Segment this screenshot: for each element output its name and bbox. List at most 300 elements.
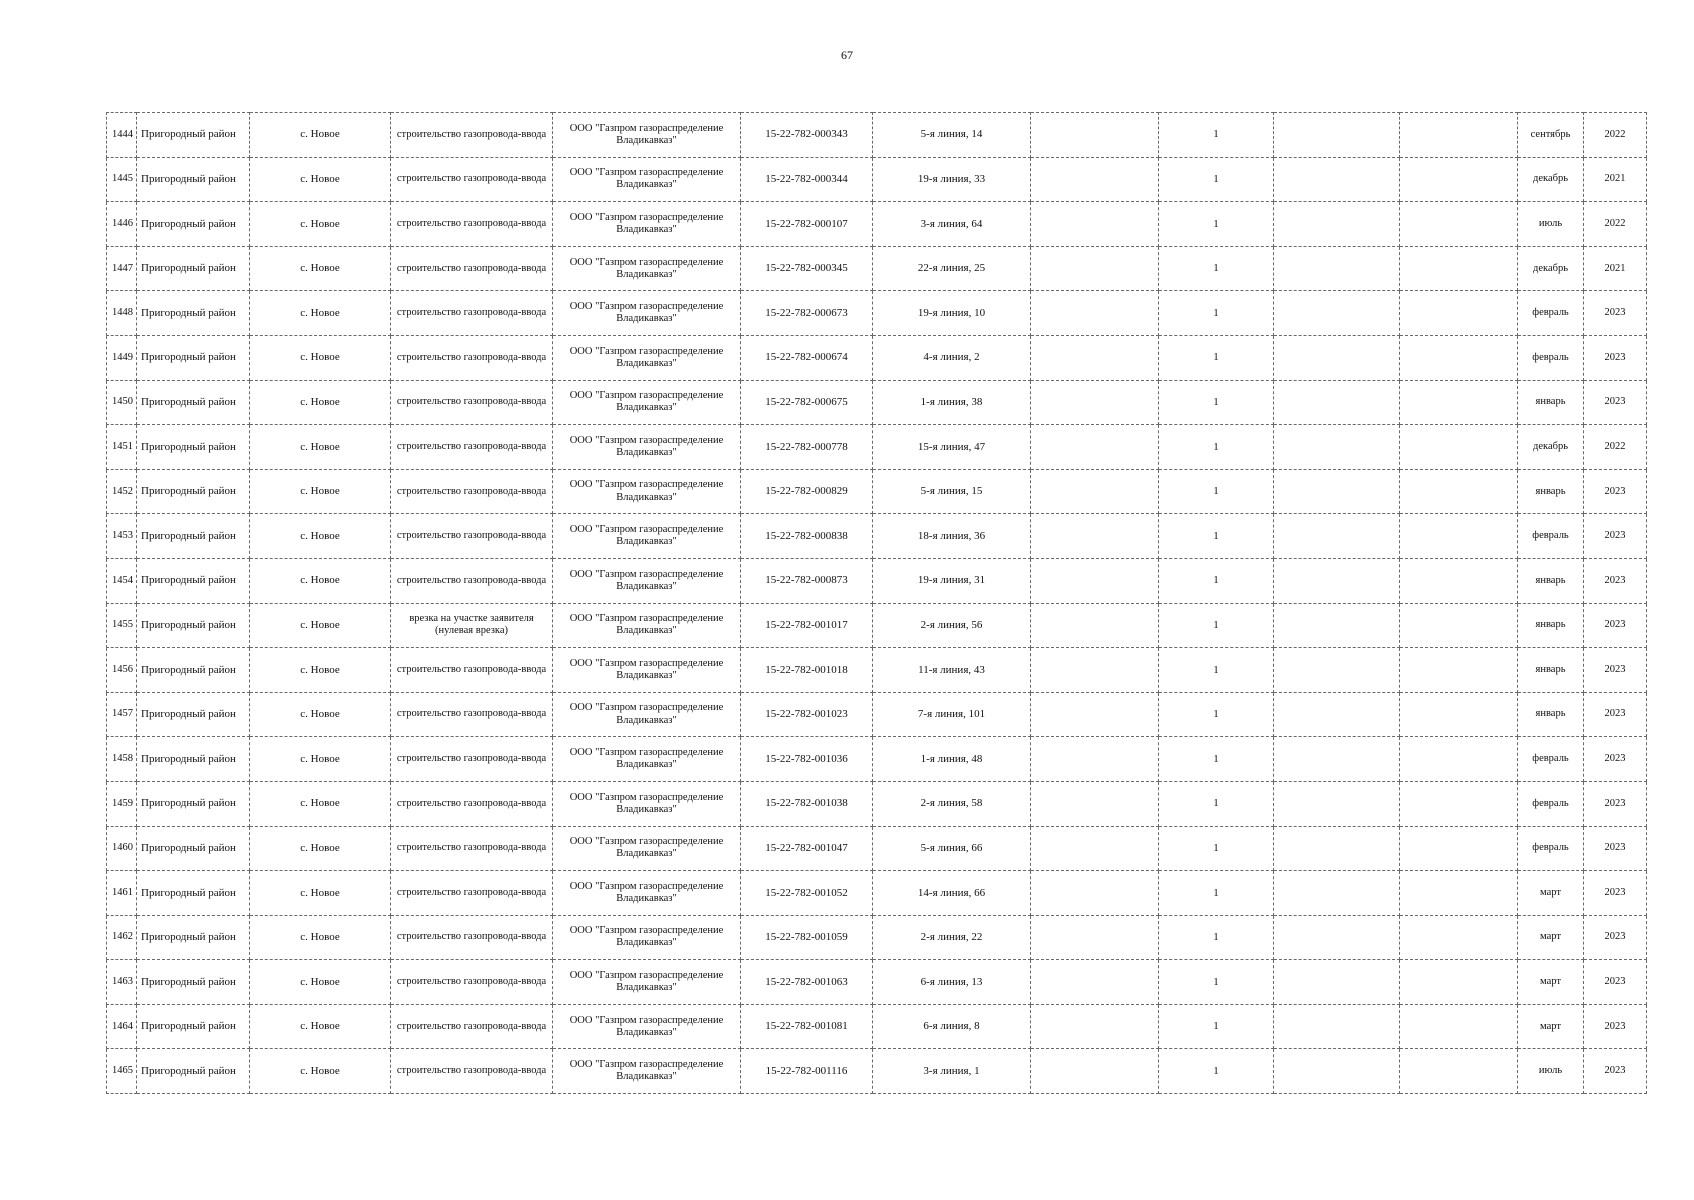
gas-connection-register-table (106, 112, 1647, 1094)
row-number: 1463 (107, 960, 137, 1005)
empty-cell (1031, 960, 1159, 1005)
row-number: 1465 (107, 1049, 137, 1094)
organization-cell: ООО "Газпром газораспределение Владикавказ" (553, 246, 741, 291)
quantity-cell: 1 (1159, 558, 1274, 603)
empty-cell (1031, 826, 1159, 871)
month-cell: февраль (1518, 826, 1584, 871)
empty-cell (1400, 202, 1518, 247)
month-cell: январь (1518, 648, 1584, 693)
year-cell: 2023 (1584, 1004, 1647, 1049)
work-type-cell: строительство газопровода-ввода (391, 514, 553, 559)
month-cell: февраль (1518, 335, 1584, 380)
empty-cell (1274, 1004, 1400, 1049)
empty-cell (1400, 737, 1518, 782)
quantity-cell: 1 (1159, 648, 1274, 693)
table-row (107, 603, 1647, 648)
settlement-cell: с. Новое (250, 425, 391, 470)
empty-cell (1400, 514, 1518, 559)
address-cell: 22-я линия, 25 (873, 246, 1031, 291)
year-cell: 2023 (1584, 692, 1647, 737)
month-cell: январь (1518, 469, 1584, 514)
work-type-cell: строительство газопровода-ввода (391, 826, 553, 871)
organization-cell: ООО "Газпром газораспределение Владикавказ" (553, 915, 741, 960)
address-cell: 2-я линия, 58 (873, 781, 1031, 826)
empty-cell (1274, 514, 1400, 559)
work-type-cell: строительство газопровода-ввода (391, 1049, 553, 1094)
empty-cell (1031, 291, 1159, 336)
table-row (107, 335, 1647, 380)
district-cell: Пригородный район (137, 737, 250, 782)
month-cell: июль (1518, 1049, 1584, 1094)
month-cell: март (1518, 915, 1584, 960)
empty-cell (1031, 603, 1159, 648)
address-cell: 5-я линия, 15 (873, 469, 1031, 514)
district-cell: Пригородный район (137, 291, 250, 336)
month-cell: декабрь (1518, 425, 1584, 470)
work-type-cell: строительство газопровода-ввода (391, 558, 553, 603)
table-body (107, 113, 1647, 1094)
row-number: 1459 (107, 781, 137, 826)
settlement-cell: с. Новое (250, 737, 391, 782)
settlement-cell: с. Новое (250, 1049, 391, 1094)
year-cell: 2023 (1584, 781, 1647, 826)
district-cell: Пригородный район (137, 157, 250, 202)
empty-cell (1274, 558, 1400, 603)
organization-cell: ООО "Газпром газораспределение Владикавказ" (553, 380, 741, 425)
empty-cell (1274, 603, 1400, 648)
empty-cell (1274, 246, 1400, 291)
work-type-cell: строительство газопровода-ввода (391, 648, 553, 693)
empty-cell (1400, 157, 1518, 202)
row-number: 1461 (107, 871, 137, 916)
organization-cell: ООО "Газпром газораспределение Владикавказ" (553, 425, 741, 470)
address-cell: 5-я линия, 66 (873, 826, 1031, 871)
empty-cell (1031, 380, 1159, 425)
quantity-cell: 1 (1159, 1004, 1274, 1049)
empty-cell (1274, 202, 1400, 247)
month-cell: февраль (1518, 514, 1584, 559)
year-cell: 2023 (1584, 291, 1647, 336)
table-row (107, 202, 1647, 247)
application-code-cell: 15-22-782-001059 (741, 915, 873, 960)
empty-cell (1400, 1049, 1518, 1094)
month-cell: январь (1518, 603, 1584, 648)
settlement-cell: с. Новое (250, 335, 391, 380)
empty-cell (1031, 1004, 1159, 1049)
empty-cell (1031, 469, 1159, 514)
application-code-cell: 15-22-782-001023 (741, 692, 873, 737)
year-cell: 2023 (1584, 469, 1647, 514)
table-row (107, 246, 1647, 291)
quantity-cell: 1 (1159, 737, 1274, 782)
empty-cell (1274, 826, 1400, 871)
empty-cell (1274, 291, 1400, 336)
row-number: 1448 (107, 291, 137, 336)
settlement-cell: с. Новое (250, 157, 391, 202)
district-cell: Пригородный район (137, 826, 250, 871)
work-type-cell: строительство газопровода-ввода (391, 380, 553, 425)
empty-cell (1400, 915, 1518, 960)
month-cell: февраль (1518, 291, 1584, 336)
table-row (107, 871, 1647, 916)
year-cell: 2023 (1584, 335, 1647, 380)
quantity-cell: 1 (1159, 113, 1274, 158)
district-cell: Пригородный район (137, 514, 250, 559)
work-type-cell: строительство газопровода-ввода (391, 469, 553, 514)
empty-cell (1400, 826, 1518, 871)
organization-cell: ООО "Газпром газораспределение Владикавказ" (553, 871, 741, 916)
table-row (107, 1004, 1647, 1049)
district-cell: Пригородный район (137, 113, 250, 158)
address-cell: 19-я линия, 10 (873, 291, 1031, 336)
quantity-cell: 1 (1159, 380, 1274, 425)
settlement-cell: с. Новое (250, 603, 391, 648)
settlement-cell: с. Новое (250, 648, 391, 693)
year-cell: 2023 (1584, 380, 1647, 425)
address-cell: 1-я линия, 38 (873, 380, 1031, 425)
work-type-cell: строительство газопровода-ввода (391, 157, 553, 202)
table-row (107, 425, 1647, 470)
address-cell: 14-я линия, 66 (873, 871, 1031, 916)
application-code-cell: 15-22-782-000107 (741, 202, 873, 247)
month-cell: март (1518, 871, 1584, 916)
organization-cell: ООО "Газпром газораспределение Владикавказ" (553, 335, 741, 380)
application-code-cell: 15-22-782-000829 (741, 469, 873, 514)
table-row (107, 648, 1647, 693)
address-cell: 19-я линия, 33 (873, 157, 1031, 202)
empty-cell (1031, 425, 1159, 470)
work-type-cell: строительство газопровода-ввода (391, 737, 553, 782)
application-code-cell: 15-22-782-001063 (741, 960, 873, 1005)
row-number: 1460 (107, 826, 137, 871)
table-row (107, 469, 1647, 514)
row-number: 1449 (107, 335, 137, 380)
work-type-cell: строительство газопровода-ввода (391, 692, 553, 737)
table-row (107, 514, 1647, 559)
address-cell: 2-я линия, 56 (873, 603, 1031, 648)
settlement-cell: с. Новое (250, 871, 391, 916)
application-code-cell: 15-22-782-000673 (741, 291, 873, 336)
month-cell: июль (1518, 202, 1584, 247)
district-cell: Пригородный район (137, 692, 250, 737)
organization-cell: ООО "Газпром газораспределение Владикавказ" (553, 1004, 741, 1049)
empty-cell (1031, 202, 1159, 247)
district-cell: Пригородный район (137, 558, 250, 603)
empty-cell (1031, 871, 1159, 916)
empty-cell (1274, 915, 1400, 960)
year-cell: 2022 (1584, 113, 1647, 158)
month-cell: январь (1518, 558, 1584, 603)
empty-cell (1400, 113, 1518, 158)
empty-cell (1031, 692, 1159, 737)
empty-cell (1400, 603, 1518, 648)
empty-cell (1031, 558, 1159, 603)
empty-cell (1274, 113, 1400, 158)
empty-cell (1274, 781, 1400, 826)
district-cell: Пригородный район (137, 1049, 250, 1094)
table-row (107, 113, 1647, 158)
organization-cell: ООО "Газпром газораспределение Владикавказ" (553, 558, 741, 603)
year-cell: 2023 (1584, 648, 1647, 693)
empty-cell (1400, 291, 1518, 336)
settlement-cell: с. Новое (250, 915, 391, 960)
year-cell: 2023 (1584, 603, 1647, 648)
year-cell: 2023 (1584, 826, 1647, 871)
organization-cell: ООО "Газпром газораспределение Владикавказ" (553, 514, 741, 559)
table-row (107, 1049, 1647, 1094)
organization-cell: ООО "Газпром газораспределение Владикавказ" (553, 603, 741, 648)
year-cell: 2023 (1584, 514, 1647, 559)
work-type-cell: строительство газопровода-ввода (391, 246, 553, 291)
empty-cell (1031, 246, 1159, 291)
organization-cell: ООО "Газпром газораспределение Владикавказ" (553, 202, 741, 247)
organization-cell: ООО "Газпром газораспределение Владикавказ" (553, 692, 741, 737)
quantity-cell: 1 (1159, 157, 1274, 202)
application-code-cell: 15-22-782-001047 (741, 826, 873, 871)
empty-cell (1274, 1049, 1400, 1094)
empty-cell (1031, 113, 1159, 158)
empty-cell (1400, 425, 1518, 470)
settlement-cell: с. Новое (250, 960, 391, 1005)
page-number: 67 (841, 48, 853, 62)
row-number: 1451 (107, 425, 137, 470)
organization-cell: ООО "Газпром газораспределение Владикавказ" (553, 960, 741, 1005)
settlement-cell: с. Новое (250, 291, 391, 336)
address-cell: 5-я линия, 14 (873, 113, 1031, 158)
row-number: 1464 (107, 1004, 137, 1049)
settlement-cell: с. Новое (250, 1004, 391, 1049)
organization-cell: ООО "Газпром газораспределение Владикавказ" (553, 737, 741, 782)
application-code-cell: 15-22-782-001116 (741, 1049, 873, 1094)
application-code-cell: 15-22-782-001038 (741, 781, 873, 826)
year-cell: 2023 (1584, 737, 1647, 782)
district-cell: Пригородный район (137, 469, 250, 514)
month-cell: февраль (1518, 737, 1584, 782)
empty-cell (1031, 514, 1159, 559)
month-cell: январь (1518, 692, 1584, 737)
row-number: 1456 (107, 648, 137, 693)
district-cell: Пригородный район (137, 915, 250, 960)
district-cell: Пригородный район (137, 246, 250, 291)
application-code-cell: 15-22-782-000674 (741, 335, 873, 380)
quantity-cell: 1 (1159, 826, 1274, 871)
work-type-cell: строительство газопровода-ввода (391, 871, 553, 916)
application-code-cell: 15-22-782-000675 (741, 380, 873, 425)
empty-cell (1031, 648, 1159, 693)
empty-cell (1274, 871, 1400, 916)
address-cell: 1-я линия, 48 (873, 737, 1031, 782)
organization-cell: ООО "Газпром газораспределение Владикавказ" (553, 826, 741, 871)
year-cell: 2021 (1584, 246, 1647, 291)
address-cell: 18-я линия, 36 (873, 514, 1031, 559)
empty-cell (1274, 425, 1400, 470)
application-code-cell: 15-22-782-000343 (741, 113, 873, 158)
row-number: 1462 (107, 915, 137, 960)
settlement-cell: с. Новое (250, 113, 391, 158)
empty-cell (1274, 737, 1400, 782)
table-row (107, 781, 1647, 826)
organization-cell: ООО "Газпром газораспределение Владикавказ" (553, 1049, 741, 1094)
work-type-cell: строительство газопровода-ввода (391, 781, 553, 826)
table-row (107, 558, 1647, 603)
quantity-cell: 1 (1159, 246, 1274, 291)
address-cell: 6-я линия, 13 (873, 960, 1031, 1005)
address-cell: 2-я линия, 22 (873, 915, 1031, 960)
year-cell: 2023 (1584, 915, 1647, 960)
empty-cell (1400, 648, 1518, 693)
address-cell: 4-я линия, 2 (873, 335, 1031, 380)
empty-cell (1274, 380, 1400, 425)
table-row (107, 291, 1647, 336)
quantity-cell: 1 (1159, 1049, 1274, 1094)
month-cell: декабрь (1518, 246, 1584, 291)
district-cell: Пригородный район (137, 781, 250, 826)
work-type-cell: строительство газопровода-ввода (391, 425, 553, 470)
table-row (107, 826, 1647, 871)
empty-cell (1400, 1004, 1518, 1049)
address-cell: 7-я линия, 101 (873, 692, 1031, 737)
quantity-cell: 1 (1159, 469, 1274, 514)
settlement-cell: с. Новое (250, 692, 391, 737)
empty-cell (1400, 692, 1518, 737)
row-number: 1446 (107, 202, 137, 247)
year-cell: 2023 (1584, 871, 1647, 916)
settlement-cell: с. Новое (250, 202, 391, 247)
work-type-cell: врезка на участке заявителя (нулевая врезка) (391, 603, 553, 648)
row-number: 1445 (107, 157, 137, 202)
year-cell: 2022 (1584, 202, 1647, 247)
empty-cell (1274, 469, 1400, 514)
application-code-cell: 15-22-782-000345 (741, 246, 873, 291)
empty-cell (1031, 157, 1159, 202)
quantity-cell: 1 (1159, 202, 1274, 247)
empty-cell (1400, 469, 1518, 514)
month-cell: март (1518, 1004, 1584, 1049)
month-cell: март (1518, 960, 1584, 1005)
settlement-cell: с. Новое (250, 558, 391, 603)
work-type-cell: строительство газопровода-ввода (391, 915, 553, 960)
month-cell: декабрь (1518, 157, 1584, 202)
quantity-cell: 1 (1159, 871, 1274, 916)
year-cell: 2021 (1584, 157, 1647, 202)
row-number: 1444 (107, 113, 137, 158)
empty-cell (1274, 960, 1400, 1005)
address-cell: 11-я линия, 43 (873, 648, 1031, 693)
empty-cell (1400, 380, 1518, 425)
quantity-cell: 1 (1159, 692, 1274, 737)
work-type-cell: строительство газопровода-ввода (391, 1004, 553, 1049)
quantity-cell: 1 (1159, 915, 1274, 960)
address-cell: 3-я линия, 1 (873, 1049, 1031, 1094)
application-code-cell: 15-22-782-001018 (741, 648, 873, 693)
empty-cell (1400, 246, 1518, 291)
quantity-cell: 1 (1159, 514, 1274, 559)
table-row (107, 157, 1647, 202)
empty-cell (1031, 1049, 1159, 1094)
year-cell: 2023 (1584, 960, 1647, 1005)
district-cell: Пригородный район (137, 603, 250, 648)
empty-cell (1031, 915, 1159, 960)
empty-cell (1274, 157, 1400, 202)
application-code-cell: 15-22-782-001052 (741, 871, 873, 916)
settlement-cell: с. Новое (250, 514, 391, 559)
settlement-cell: с. Новое (250, 826, 391, 871)
quantity-cell: 1 (1159, 335, 1274, 380)
empty-cell (1031, 737, 1159, 782)
empty-cell (1274, 335, 1400, 380)
work-type-cell: строительство газопровода-ввода (391, 113, 553, 158)
district-cell: Пригородный район (137, 960, 250, 1005)
application-code-cell: 15-22-782-000873 (741, 558, 873, 603)
quantity-cell: 1 (1159, 781, 1274, 826)
month-cell: сентябрь (1518, 113, 1584, 158)
application-code-cell: 15-22-782-000344 (741, 157, 873, 202)
organization-cell: ООО "Газпром газораспределение Владикавказ" (553, 648, 741, 693)
row-number: 1452 (107, 469, 137, 514)
address-cell: 15-я линия, 47 (873, 425, 1031, 470)
table-row (107, 915, 1647, 960)
organization-cell: ООО "Газпром газораспределение Владикавказ" (553, 291, 741, 336)
application-code-cell: 15-22-782-000838 (741, 514, 873, 559)
empty-cell (1031, 781, 1159, 826)
work-type-cell: строительство газопровода-ввода (391, 291, 553, 336)
row-number: 1453 (107, 514, 137, 559)
application-code-cell: 15-22-782-001081 (741, 1004, 873, 1049)
work-type-cell: строительство газопровода-ввода (391, 960, 553, 1005)
empty-cell (1274, 692, 1400, 737)
address-cell: 19-я линия, 31 (873, 558, 1031, 603)
application-code-cell: 15-22-782-000778 (741, 425, 873, 470)
district-cell: Пригородный район (137, 1004, 250, 1049)
district-cell: Пригородный район (137, 335, 250, 380)
row-number: 1454 (107, 558, 137, 603)
month-cell: январь (1518, 380, 1584, 425)
work-type-cell: строительство газопровода-ввода (391, 335, 553, 380)
empty-cell (1400, 558, 1518, 603)
organization-cell: ООО "Газпром газораспределение Владикавказ" (553, 781, 741, 826)
row-number: 1457 (107, 692, 137, 737)
row-number: 1458 (107, 737, 137, 782)
district-cell: Пригородный район (137, 380, 250, 425)
row-number: 1450 (107, 380, 137, 425)
empty-cell (1031, 335, 1159, 380)
quantity-cell: 1 (1159, 291, 1274, 336)
table-row (107, 960, 1647, 1005)
settlement-cell: с. Новое (250, 469, 391, 514)
quantity-cell: 1 (1159, 960, 1274, 1005)
year-cell: 2022 (1584, 425, 1647, 470)
address-cell: 3-я линия, 64 (873, 202, 1031, 247)
empty-cell (1400, 871, 1518, 916)
year-cell: 2023 (1584, 1049, 1647, 1094)
district-cell: Пригородный район (137, 871, 250, 916)
quantity-cell: 1 (1159, 603, 1274, 648)
row-number: 1447 (107, 246, 137, 291)
quantity-cell: 1 (1159, 425, 1274, 470)
settlement-cell: с. Новое (250, 781, 391, 826)
application-code-cell: 15-22-782-001017 (741, 603, 873, 648)
district-cell: Пригородный район (137, 648, 250, 693)
settlement-cell: с. Новое (250, 380, 391, 425)
settlement-cell: с. Новое (250, 246, 391, 291)
district-cell: Пригородный район (137, 425, 250, 470)
organization-cell: ООО "Газпром газораспределение Владикавказ" (553, 469, 741, 514)
month-cell: февраль (1518, 781, 1584, 826)
row-number: 1455 (107, 603, 137, 648)
table-row (107, 380, 1647, 425)
year-cell: 2023 (1584, 558, 1647, 603)
address-cell: 6-я линия, 8 (873, 1004, 1031, 1049)
